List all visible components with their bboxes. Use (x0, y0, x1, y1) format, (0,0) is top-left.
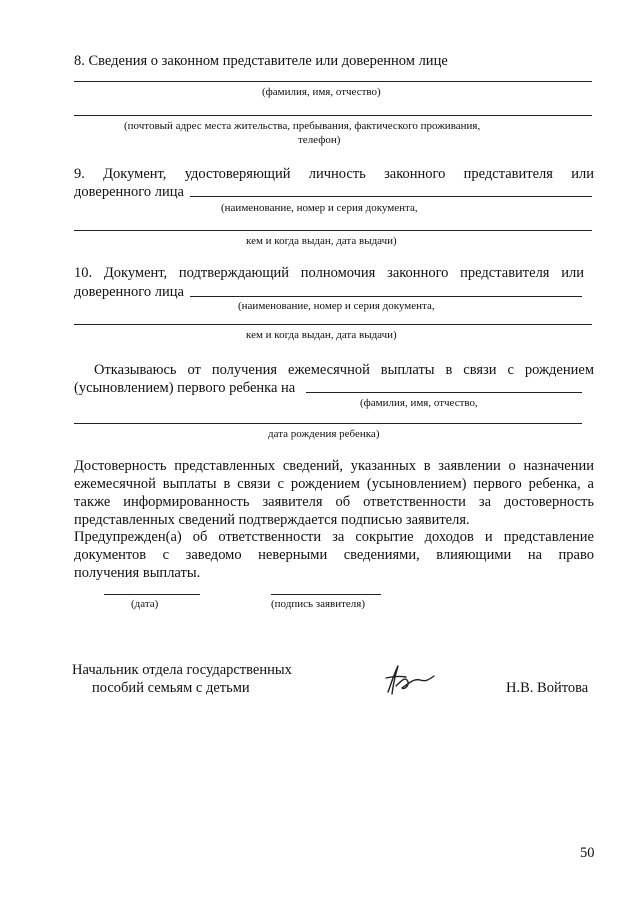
refusal-birth-line (74, 423, 582, 424)
date-caption: (дата) (131, 598, 159, 610)
address-caption-2: телефон) (298, 134, 341, 146)
fio-caption: (фамилия, имя, отчество) (262, 86, 381, 98)
section10-doc-caption: (наименование, номер и серия документа, (238, 300, 435, 312)
page-number: 50 (580, 845, 595, 861)
position-title-1: Начальник отдела государственных (72, 662, 292, 678)
refusal-fio-line (306, 392, 582, 393)
handwritten-signature (382, 662, 442, 698)
refusal-fio-caption: (фамилия, имя, отчество, (360, 397, 478, 409)
section9-issued-caption: кем и когда выдан, дата выдачи) (246, 235, 397, 247)
section8-title: 8. Сведения о законном представителе или доверенном лице (74, 53, 448, 69)
section10-doc-line (190, 296, 582, 297)
section9-line2: доверенного лица (74, 184, 184, 200)
fio-line (74, 81, 592, 82)
section9-doc-line (190, 196, 592, 197)
section10-line2: доверенного лица (74, 284, 184, 300)
warning-line-2: документов с заведомо неверными сведениями, влияющими на право (74, 547, 594, 563)
certification-line-3: также информированность заявителя об ответственности за достоверность (74, 494, 594, 510)
date-line (104, 594, 200, 595)
signature-caption: (подпись заявителя) (271, 598, 366, 610)
signature-line (271, 594, 381, 595)
refusal-line2: (усыновлением) первого ребенка на (74, 380, 296, 396)
certification-line-1: Достоверность представленных сведений, указанных в заявлении о назначении (74, 458, 594, 474)
address-line (74, 115, 592, 116)
warning-line-1: Предупрежден(а) об ответственности за сокрытие доходов и представление (74, 529, 594, 545)
section10-line1: 10. Документ, подтверждающий полномочия законного представителя или (74, 265, 584, 281)
signatory-name: Н.В. Войтова (506, 680, 589, 696)
section9-doc-caption: (наименование, номер и серия документа, (221, 202, 418, 214)
position-title-2: пособий семьям с детьми (92, 680, 250, 696)
section10-issued-caption: кем и когда выдан, дата выдачи) (246, 329, 397, 341)
refusal-line1: Отказываюсь от получения ежемесячной выплаты в связи с рождением (94, 362, 594, 378)
refusal-birth-caption: дата рождения ребенка) (268, 428, 380, 440)
certification-line-4: представленных сведений подтверждается подписью заявителя. (74, 512, 470, 528)
section10-issued-line (74, 324, 592, 325)
section9-line1: 9. Документ, удостоверяющий личность законного представителя или (74, 166, 594, 182)
certification-line-2: ежемесячной выплаты в связи с рождением (усыновлением) первого ребенка, а (74, 476, 594, 492)
warning-line-3: получения выплаты. (74, 565, 201, 581)
section9-issued-line (74, 230, 592, 231)
address-caption-1: (почтовый адрес места жительства, пребывания, фактического проживания, (124, 120, 481, 132)
